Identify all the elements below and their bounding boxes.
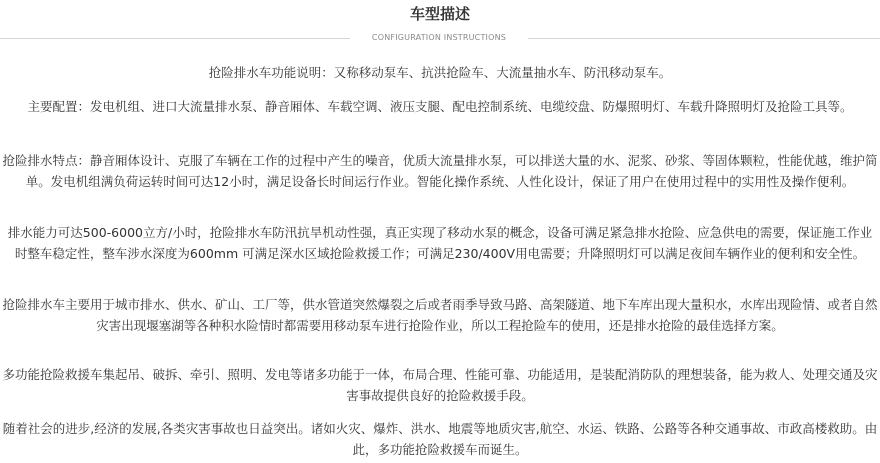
paragraph-function: 抢险排水车功能说明：又称移动泵车、抗洪抢险车、大流量抽水车、防汛移动泵车。 bbox=[208, 65, 672, 80]
divider-left bbox=[0, 38, 350, 39]
paragraph-configuration: 主要配置：发电机组、进口大流量排水泵、静音厢体、车载空调、液压支腿、配电控制系统、电缆绞盘、防爆照明灯、车载升降照明灯及抢险工具等。 bbox=[27, 99, 853, 114]
paragraph-background: 随着社会的进步,经济的发展,各类灾害事故也日益突出。诸如火灾、爆炸、洪水、地震等地质灾害,航空、水运、铁路、公路等各种交通事故、市政高楼救助。由此，多功能抢险救援车而诞生。 bbox=[2, 421, 878, 457]
divider-right bbox=[528, 38, 880, 39]
paragraph-features: 抢险排水特点：静音厢体设计、克服了车辆在工作的过程中产生的噪音，优质大流量排水泵，可以排送大量的水、泥浆、砂浆、等固体颗粒，性能优越，维护简单。发电机组满负荷运转时间可达12小时，满足设备长时间运行作业。智能化操作系统、人性化设计，保证了用户在使用过程中的实用性及操作便利。 bbox=[2, 153, 878, 189]
page-title: 车型描述 bbox=[409, 5, 470, 23]
page-subtitle: CONFIGURATION INSTRUCTIONS bbox=[371, 33, 507, 42]
subtitle-row bbox=[0, 31, 880, 45]
section-header bbox=[0, 0, 880, 50]
paragraph-multifunction: 多功能抢险救援车集起吊、破拆、牵引、照明、发电等诸多功能于一体，布局合理、性能可靠、功能适用，是装配消防队的理想装备，能为救人、处理交通及灾害事故提供良好的抢险救援手段。 bbox=[2, 367, 878, 403]
paragraph-usage: 抢险排水车主要用于城市排水、供水、矿山、工厂等，供水管道突然爆裂之后或者雨季导致马路、高架隧道、地下车库出现大量积水，水库出现险情、或者自然灾害出现堰塞湖等各种积水险情时都需要用移动泵车进行抢险作业，所以工程抢险车的使用，还是排水抢险的最佳选择方案。 bbox=[2, 297, 878, 333]
paragraph-capacity: 排水能力可达500-6000立方/小时，抢险排水车防汛抗旱机动性强，真正实现了移动水泵的概念，设备可满足紧急排水抢险、应急供电的需要，保证施工作业时整车稳定性，整车涉水深度为600mm 可满足深水区域抢险救援工作；可满足230/400V用电需要；升降照明灯可以满足夜间车辆作业的便利和安全性。 bbox=[7, 225, 873, 261]
